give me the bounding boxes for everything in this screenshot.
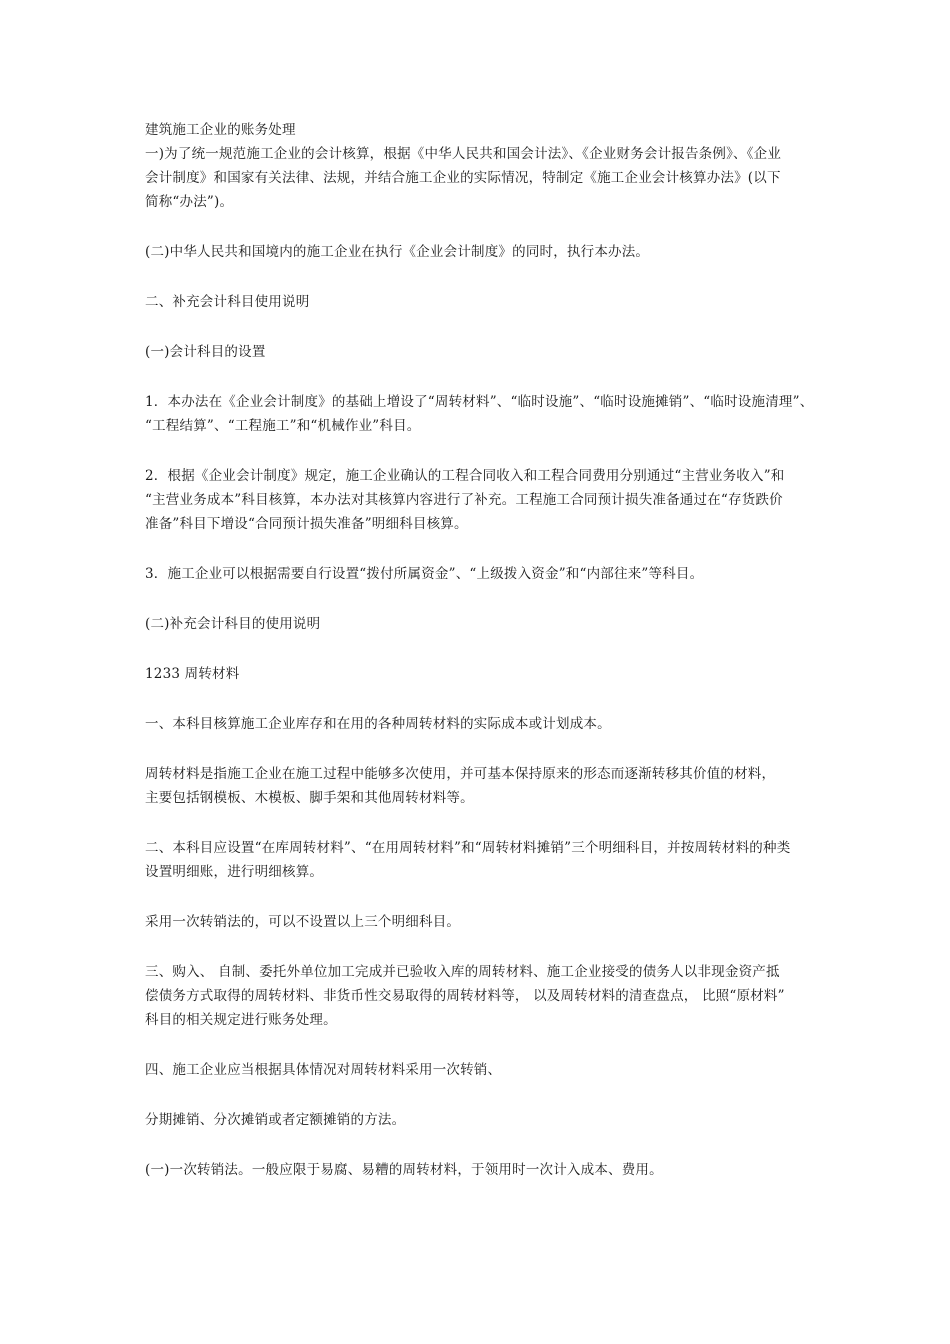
text-line: 偿债务方式取得的周转材料、非货币性交易取得的周转材料等， 以及周转材料的清查盘点， 比照“原材料”	[145, 988, 785, 1004]
text-line: (二)补充会计科目的使用说明	[145, 616, 321, 632]
paragraph	[145, 240, 813, 264]
text-line: 主要包括钢模板、木模板、脚手架和其他周转材料等。	[145, 790, 474, 806]
text-line: 二、补充会计科目使用说明	[145, 294, 310, 310]
text-line: 3．施工企业可以根据需要自行设置“拨付所属资金”、“上级拨入资金”和“内部往来”等科目。	[145, 566, 704, 582]
paragraph-gap	[145, 314, 813, 340]
text-line: 四、施工企业应当根据具体情况对周转材料采用一次转销、	[145, 1062, 502, 1078]
text-line: 采用一次转销法的，可以不设置以上三个明细科目。	[145, 914, 461, 930]
text-line: (二)中华人民共和国境内的施工企业在执行《企业会计制度》的同时，执行本办法。	[145, 244, 650, 260]
text-line: (一)一次转销法。一般应限于易腐、易糟的周转材料，于领用时一次计入成本、费用。	[145, 1162, 663, 1178]
paragraph	[145, 712, 813, 736]
paragraph	[145, 562, 813, 586]
text-line: 三、购入、 自制、委托外单位加工完成并已验收入库的周转材料、施工企业接受的债务人以非现金资产抵	[145, 964, 780, 980]
paragraph	[145, 662, 813, 686]
paragraph-gap	[145, 586, 813, 612]
text-line: (一)会计科目的设置	[145, 344, 266, 360]
paragraph	[145, 464, 813, 536]
text-line: 二、本科目应设置“在库周转材料”、“在用周转材料”和“周转材料摊销”三个明细科目，并按周转材料的种类	[145, 840, 791, 856]
paragraph-gap	[145, 536, 813, 562]
paragraph	[145, 340, 813, 364]
paragraph-gap	[145, 636, 813, 662]
paragraph	[145, 1158, 813, 1182]
paragraph-gap	[145, 438, 813, 464]
text-line: 1．本办法在《企业会计制度》的基础上增设了“周转材料”、“临时设施”、“临时设施摊销”、“临时设施清理”、	[145, 394, 814, 410]
text-line: 一、本科目核算施工企业库存和在用的各种周转材料的实际成本或计划成本。	[145, 716, 611, 732]
paragraph-gap	[145, 364, 813, 390]
document-page	[145, 118, 813, 1182]
text-line: “工程结算”、“工程施工”和“机械作业”科目。	[145, 418, 421, 434]
paragraph-gap	[145, 214, 813, 240]
paragraph	[145, 762, 813, 810]
text-line: “主营业务成本”科目核算，本办法对其核算内容进行了补充。工程施工合同预计损失准备通过在“存货跌价	[145, 492, 783, 508]
paragraph-gap	[145, 1132, 813, 1158]
paragraph	[145, 910, 813, 934]
paragraph	[145, 836, 813, 884]
text-line: 2．根据《企业会计制度》规定，施工企业确认的工程合同收入和工程合同费用分别通过“主营业务收入”和	[145, 468, 785, 484]
paragraph-gap	[145, 686, 813, 712]
text-line: 周转材料是指施工企业在施工过程中能够多次使用，并可基本保持原来的形态而逐渐转移其价值的材料，	[145, 766, 776, 782]
document-title-paragraph	[145, 118, 813, 214]
paragraph-gap	[145, 1082, 813, 1108]
text-line: 1233 周转材料	[145, 666, 240, 682]
text-line: 准备”科目下增设“合同预计损失准备”明细科目核算。	[145, 516, 468, 532]
paragraph-gap	[145, 264, 813, 290]
paragraph	[145, 1108, 813, 1132]
paragraph-gap	[145, 1032, 813, 1058]
text-line: 设置明细账，进行明细核算。	[145, 864, 324, 880]
paragraph	[145, 290, 813, 314]
text-line: 科目的相关规定进行账务处理。	[145, 1012, 337, 1028]
document-title: 建筑施工企业的账务处理	[145, 122, 296, 138]
paragraph	[145, 1058, 813, 1082]
paragraph-gap	[145, 810, 813, 836]
text-line: 简称“办法”)。	[145, 194, 234, 210]
paragraph-gap	[145, 884, 813, 910]
paragraph-gap	[145, 736, 813, 762]
paragraph	[145, 390, 813, 438]
paragraph	[145, 612, 813, 636]
text-line: 分期摊销、分次摊销或者定额摊销的方法。	[145, 1112, 406, 1128]
text-line: 会计制度》和国家有关法律、法规，并结合施工企业的实际情况，特制定《施工企业会计核算办法》(以下	[145, 170, 781, 186]
text-line: 一)为了统一规范施工企业的会计核算，根据《中华人民共和国会计法》、《企业财务会计报告条例》、《企业	[145, 146, 782, 162]
paragraph-gap	[145, 934, 813, 960]
paragraph	[145, 960, 813, 1032]
